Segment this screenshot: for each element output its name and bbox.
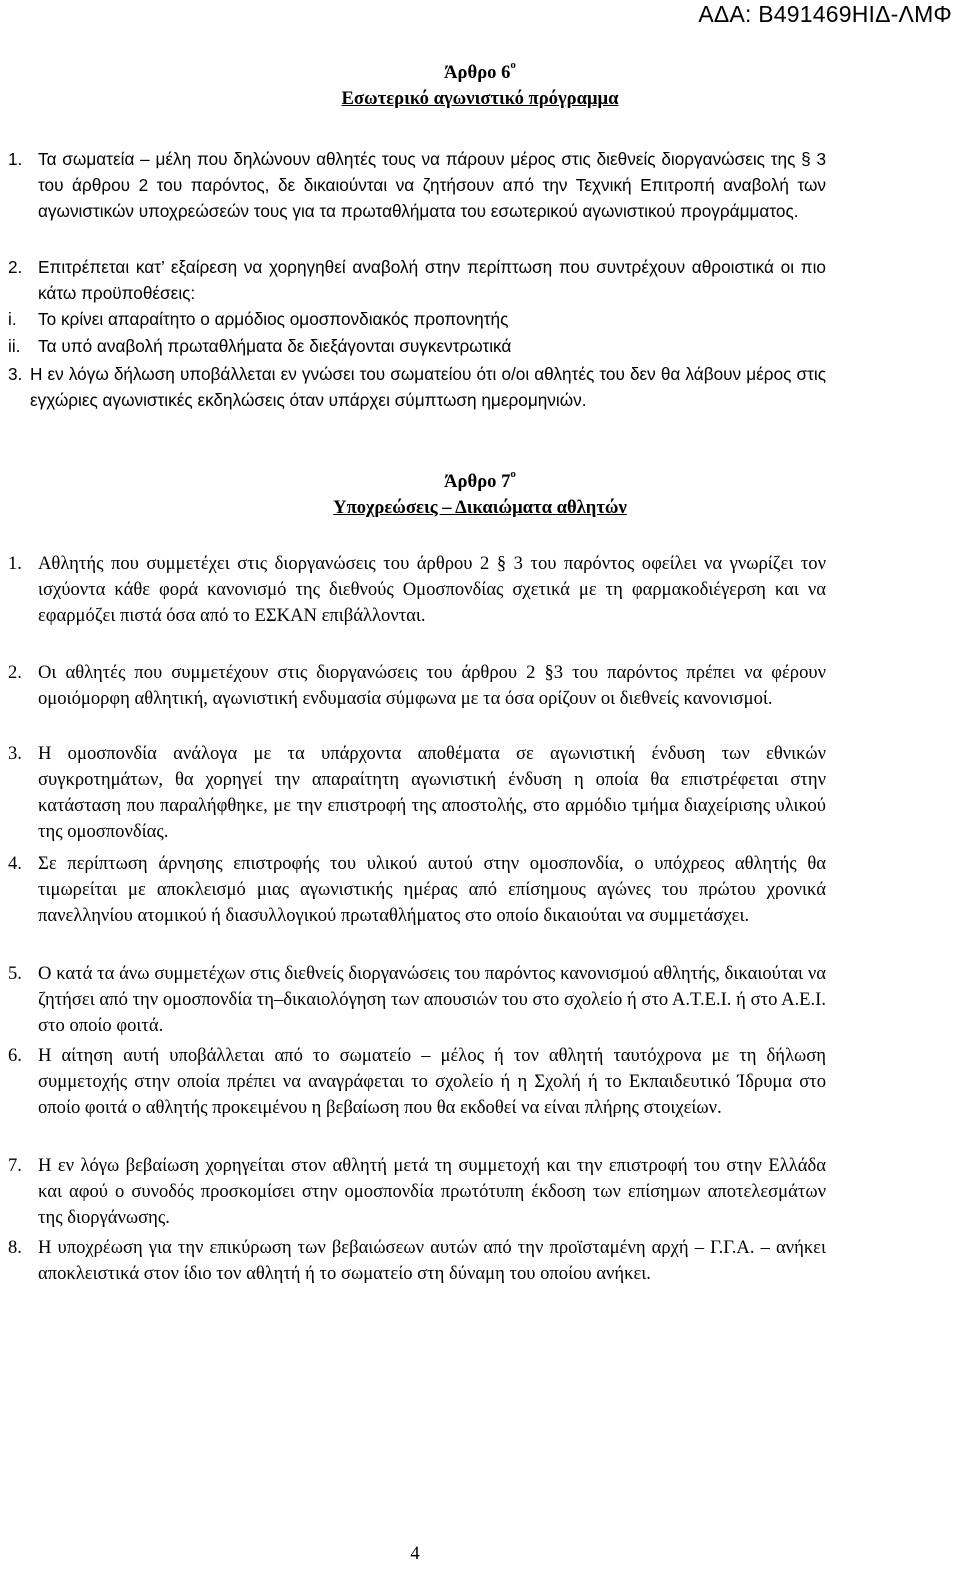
document-ada-code: ΑΔΑ: Β491469ΗΙΔ-ΛΜΦ	[698, 1, 952, 27]
article-6-item: 2. Επιτρέπεται κατ’ εξαίρεση να χορηγηθεί αναβολή στην περίπτωση που συντρέχουν αθροιστικά οι πιο κάτω προϋποθέσεις:	[8, 257, 826, 303]
article-7-item: 8. Η υποχρέωση για την επικύρωση των βεβαιώσεων αυτών από την προϊσταμένη αρχή – Γ.Γ.Α. – ανήκει αποκλειστικά στον ίδιο τον αθλητή ή το σωματείο στη δύναμη του οποίου ανήκει.	[8, 1237, 826, 1284]
article-7-item: 6. Η αίτηση αυτή υποβάλλεται από το σωματείο – μέλος ή τον αθλητή ταυτόχρονα με τη δήλωση συμμετοχής στην οποία πρέπει να αναγράφεται το σχολείο ή η Σχολή ή το Εκπαιδευτικό Ίδρυμα στο οποίο φοιτά ο αθλητής προκειμένου η βεβαίωση που θα εκδοθεί να είναι πλήρης στοιχείων.	[8, 1045, 826, 1118]
article-7-item: 2. Οι αθλητές που συμμετέχουν στις διοργανώσεις του άρθρου 2 §3 του παρόντος πρέπει να φέρουν ομοιόμορφη αθλητική, αγωνιστική ενδυμασία σύμφωνα με τα όσα ορίζουν οι διεθνείς κανονισμοί.	[8, 662, 826, 709]
article-7-item: 4. Σε περίπτωση άρνησης επιστροφής του υλικού αυτού στην ομοσπονδία, ο υπόχρεος αθλητής θα τιμωρείται με αποκλεισμό μιας αγωνιστικής ημέρας από επίσημους αγώνες του πρώτου χρονικά πανελληνίου ατομικού ή διασυλλογικού πρωταθλήματος στο οποίο δικαιούται να συμμετάσχει.	[8, 853, 826, 926]
article-7-item: 3. Η ομοσπονδία ανάλογα με τα υπάρχοντα αποθέματα σε αγωνιστική ένδυση των εθνικών συγκροτημάτων, θα χορηγεί την απαραίτητη αγωνιστική ένδυση η οποία θα επιστρέφεται στην κατάσταση που παραλήφθηκε, με την επιστροφή της αποστολής, στο αρμόδιο τμήμα διαχείρισης υλικού της ομοσπονδίας.	[8, 743, 826, 842]
article-6-subitem: i. Το κρίνει απαραίτητο ο αρμόδιος ομοσπονδιακός προπονητής	[8, 309, 509, 329]
article-7-subtitle: Υποχρεώσεις – Δικαιώματα αθλητών	[333, 497, 627, 518]
article-7-item: 5. Ο κατά τα άνω συμμετέχων στις διεθνείς διοργανώσεις του παρόντος κανονισμού αθλητής, δικαιούται να ζητήσει από την ομοσπονδία τη–δικαιολόγηση των απουσιών του στο σχολείο ή στο Α.Τ.Ε.Ι. ή στο Α.Ε.Ι. στο οποίο φοιτά.	[8, 963, 826, 1036]
article-6-subtitle: Εσωτερικό αγωνιστικό πρόγραμμα	[341, 88, 619, 109]
article-7-heading	[0, 469, 960, 521]
article-6-item: 3. Η εν λόγω δήλωση υποβάλλεται εν γνώσει του σωματείου ότι ο/οι αθλητές του δεν θα λάβουν μέρος στις εγχώριες αγωνιστικές εκδηλώσεις όταν υπάρχει σύμπτωση ημερομηνιών.	[8, 364, 826, 410]
article-7-item: 1. Αθλητής που συμμετέχει στις διοργανώσεις του άρθρου 2 § 3 του παρόντος οφείλει να γνωρίζει τον ισχύοντα κάθε φορά κανονισμό της διεθνούς Ομοσπονδίας σχετικά με τη φαρμακοδιέγερση και να εφαρμόζει πιστά όσα από το ΕΣΚΑΝ επιβάλλονται.	[8, 553, 826, 626]
page-number: 4	[410, 1543, 420, 1564]
article-6-heading	[0, 60, 960, 112]
article-7-title: Άρθρο $7^o$	[444, 467, 516, 492]
article-6-subitem: ii. Τα υπό αναβολή πρωταθλήματα δε διεξάγονται συγκεντρωτικά	[8, 336, 512, 356]
article-6-title: Άρθρο $6^o$	[444, 58, 516, 83]
article-6-item: 1. Τα σωματεία – μέλη που δηλώνουν αθλητές τους να πάρουν μέρος στις διεθνείς διοργανώσεις της § 3 του άρθρου 2 του παρόντος, δε δικαιούνται να ζητήσουν από την Τεχνική Επιτροπή αναβολή των αγωνιστικών υποχρεώσεών τους για τα πρωταθλήματα του εσωτερικού αγωνιστικού προγράμματος.	[8, 149, 826, 221]
article-7-item: 7. Η εν λόγω βεβαίωση χορηγείται στον αθλητή μετά τη συμμετοχή και την επιστροφή του στην Ελλάδα και αφού ο συνοδός προσκομίσει στην ομοσπονδία πρωτότυπη έκδοση των επίσημων αποτελεσμάτων της διοργάνωσης.	[8, 1155, 826, 1228]
